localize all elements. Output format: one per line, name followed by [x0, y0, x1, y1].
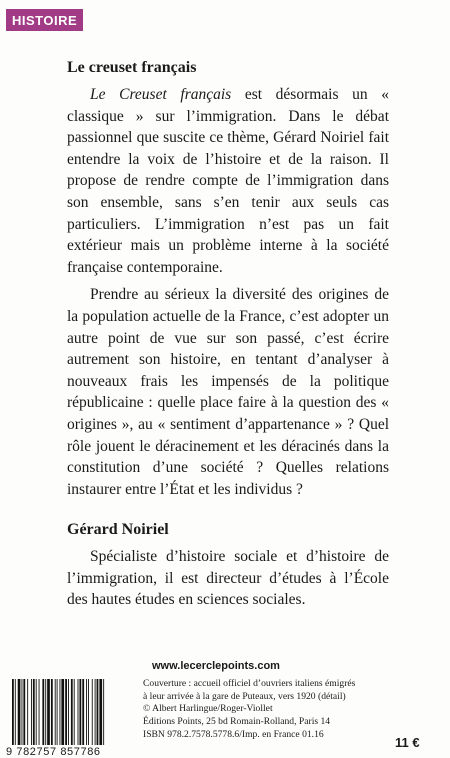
credit-line: ISBN 978.2.7578.5778.6/Imp. en France 01.16	[143, 728, 324, 740]
publisher-url[interactable]: www.lecerclepoints.com	[152, 660, 280, 672]
credit-line: © Albert Harlingue/Roger-Viollet	[143, 703, 273, 715]
author-bio: Spécialiste d’histoire sociale et d’histoire de l’immigration, il est directeur d’études à l’École des hautes études en sciences sociales.	[67, 548, 389, 609]
title-italic: Le Creuset français	[90, 86, 232, 103]
intro-text: est désormais un « classique » sur l’immigration. Dans le débat passionnel que suscite ce thème, Gérard Noiriel fait entendre la voix de l’histoire et de la raison. Il propose de rendre compte de l’immigration dans son ensemble, sans s’en tenir aux seuls cas particuliers. L’immigration n’est pas un fait extérieur mais un problème interne à la société française contemporaine.	[67, 86, 389, 276]
category-tag: HISTOIRE	[6, 9, 83, 31]
intro-paragraph	[67, 84, 389, 278]
barcode-number: 9 782757 857786	[6, 746, 101, 758]
credit-line: Couverture : accueil officiel d’ouvriers italiens émigrés	[143, 678, 356, 689]
barcode-icon	[12, 679, 136, 745]
second-paragraph: Prendre au sérieux la diversité des origines de la population actuelle de la France, c’est adopter un autre point de vue sur son passé, c’est écrire autrement son histoire, en tentant d’analyser à nouveaux frais les impensés de la politique républicaine : quelle place faire à la question des « origines », au « sentiment d’appartenance » ? Quel rôle jouent le déracinement et les déracinés dans la constitution d’une société ? Quelles relations instaurer entre l’État et les individus ?	[67, 286, 389, 498]
book-title: Le creuset français	[67, 59, 197, 76]
credit-line: à leur arrivée à la gare de Puteaux, vers 1920 (détail)	[143, 690, 346, 702]
credit-line: Éditions Points, 25 bd Romain-Rolland, Paris 14	[143, 716, 331, 728]
footer	[0, 650, 450, 758]
back-cover-text	[67, 58, 389, 611]
price: 11 €	[395, 735, 420, 750]
cover-credits	[143, 678, 373, 742]
author-heading: Gérard Noiriel	[67, 521, 169, 539]
